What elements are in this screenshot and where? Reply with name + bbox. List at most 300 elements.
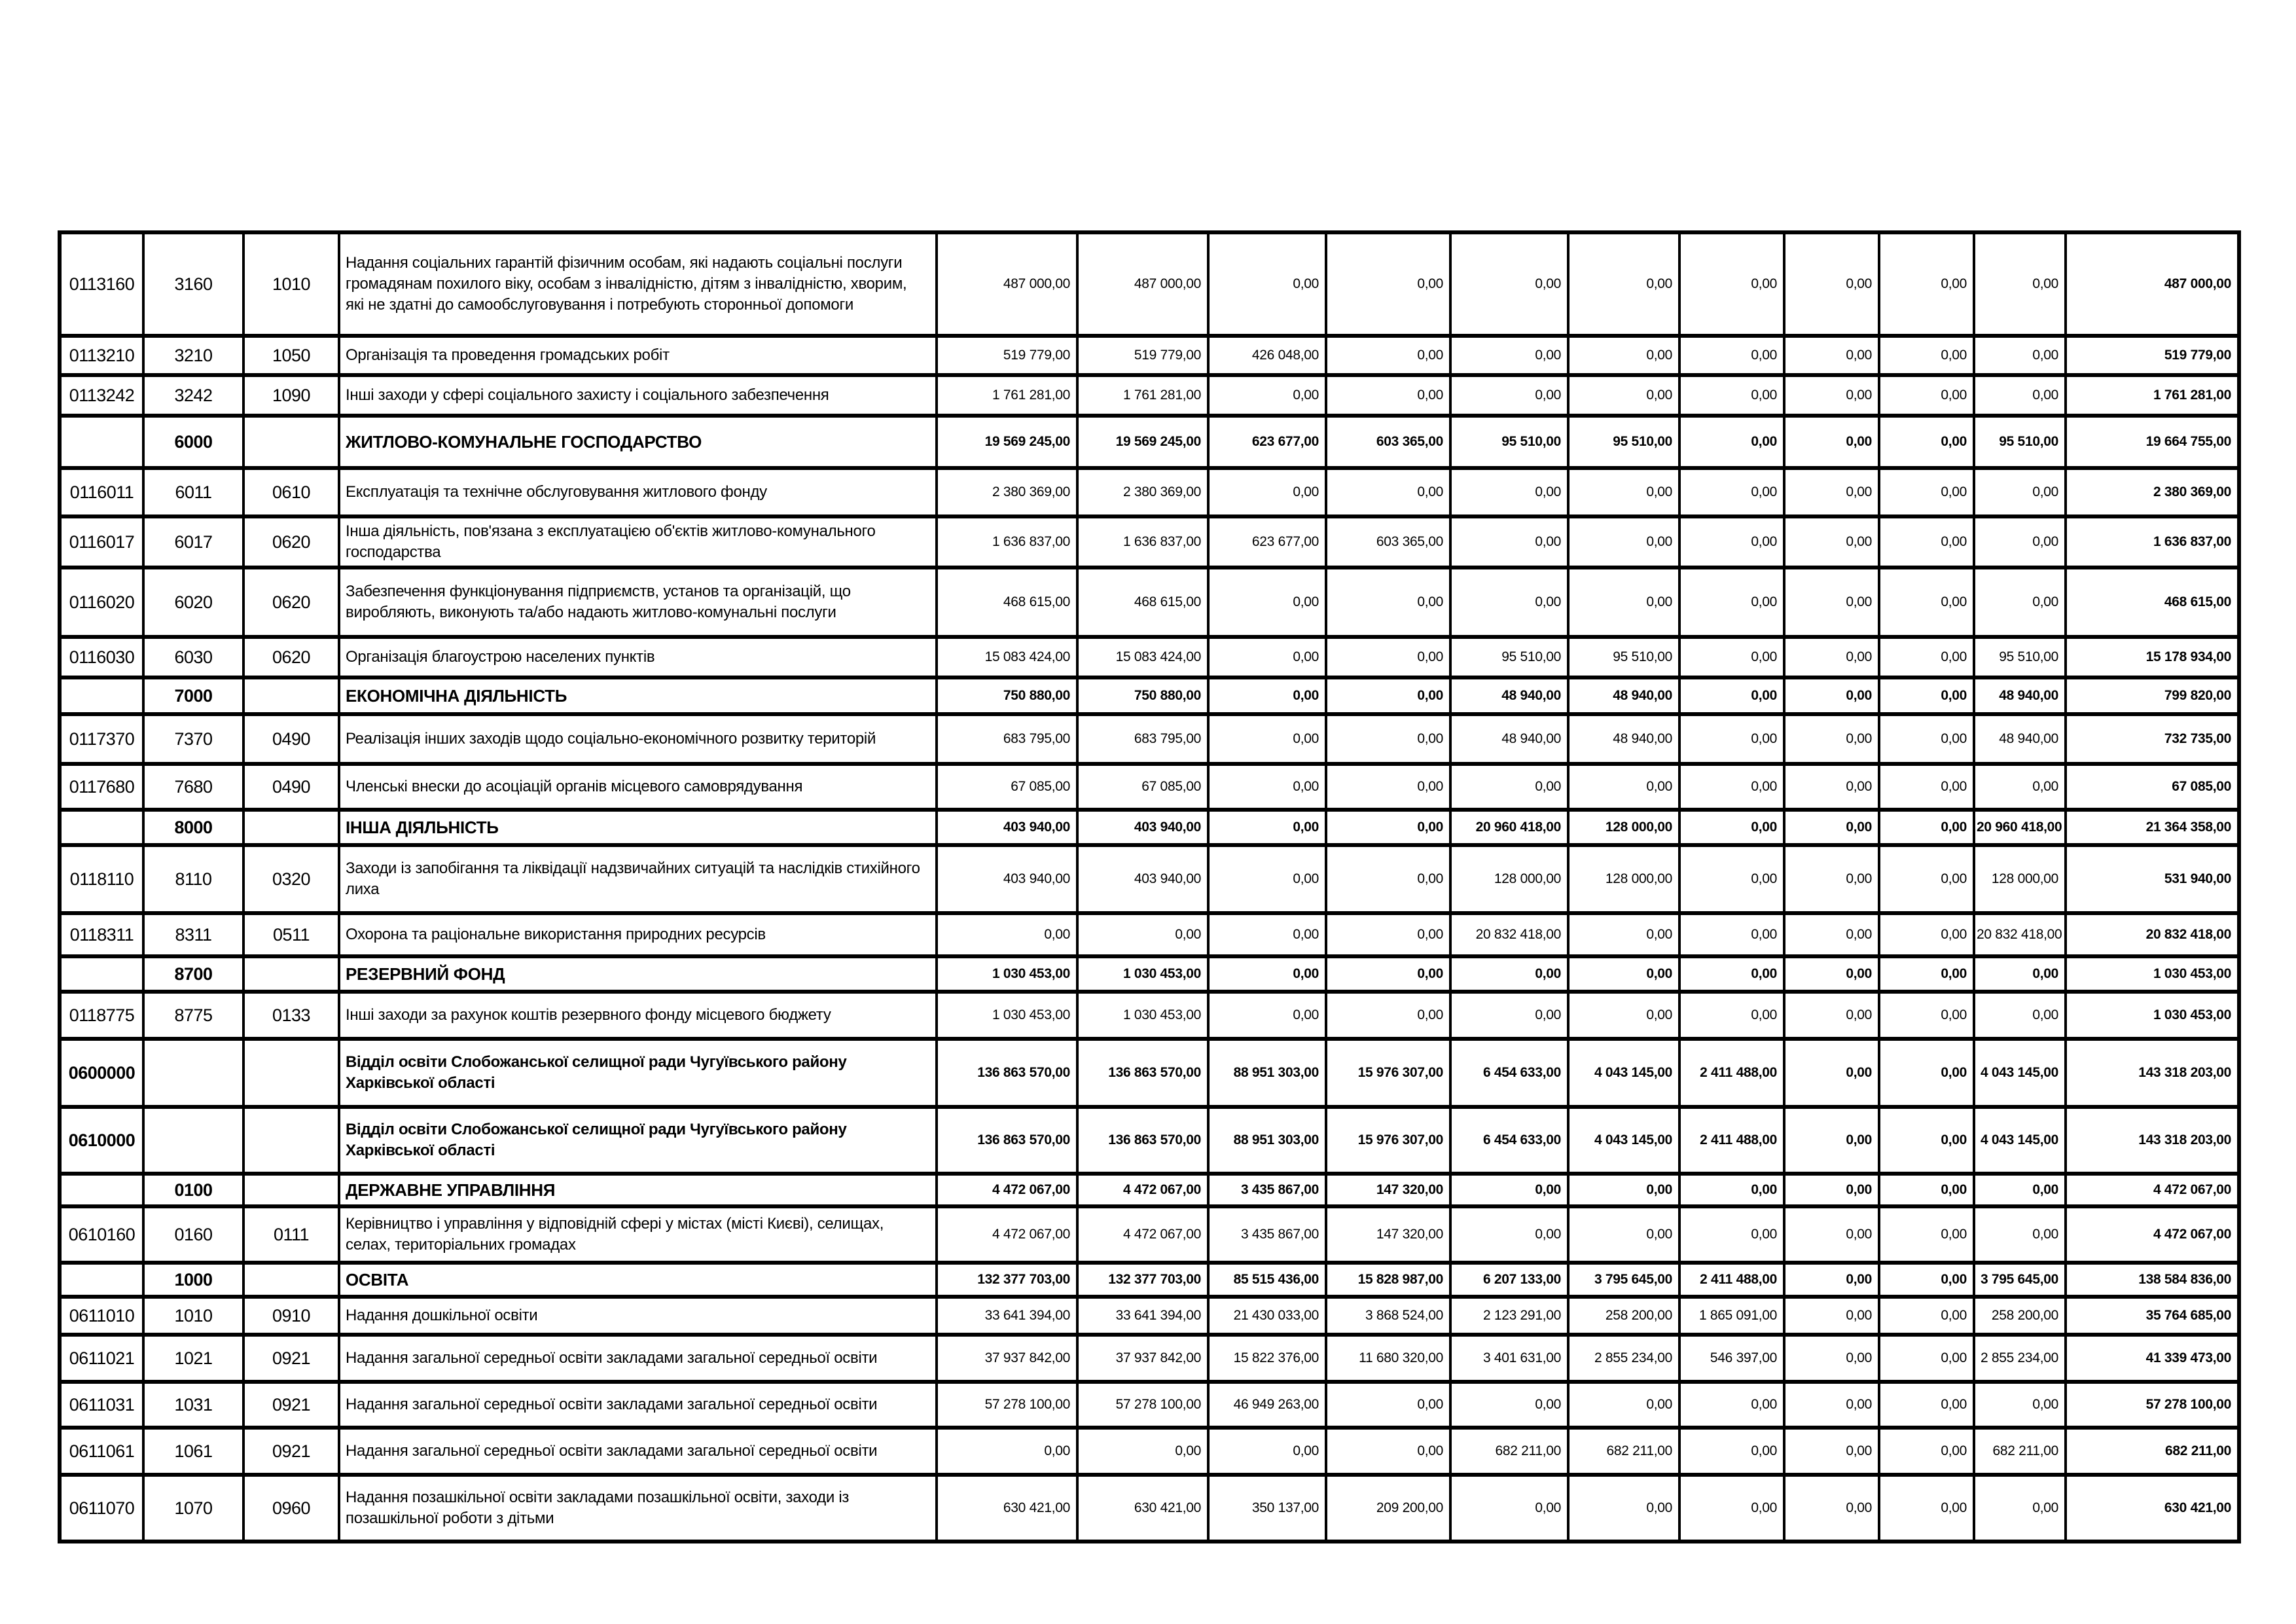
value-cell: 2 855 234,00 <box>1974 1335 2066 1382</box>
table-row <box>60 764 2239 810</box>
value-cell: 0,00 <box>1879 1382 1974 1428</box>
program-code-cell: 0113160 <box>60 232 143 336</box>
value-cell: 0,00 <box>1784 1174 1879 1206</box>
type-code-cell: 6030 <box>143 637 243 677</box>
value-cell: 2 411 488,00 <box>1679 1263 1784 1297</box>
value-cell: 2 380 369,00 <box>937 468 1077 516</box>
function-code-cell: 0921 <box>243 1335 339 1382</box>
value-cell: 136 863 570,00 <box>1077 1107 1208 1174</box>
value-cell: 0,00 <box>1450 468 1568 516</box>
value-cell: 0,00 <box>1450 1475 1568 1542</box>
total-value-cell: 1 030 453,00 <box>2066 956 2239 992</box>
table-row <box>60 1206 2239 1263</box>
value-cell: 95 510,00 <box>1450 637 1568 677</box>
value-cell: 0,00 <box>1974 992 2066 1039</box>
value-cell: 0,00 <box>1784 232 1879 336</box>
function-code-cell: 0320 <box>243 845 339 913</box>
value-cell: 0,00 <box>1784 416 1879 468</box>
type-code-cell: 0100 <box>143 1174 243 1206</box>
value-cell: 0,00 <box>1326 845 1450 913</box>
value-cell: 0,00 <box>1974 764 2066 810</box>
value-cell: 0,00 <box>1077 913 1208 956</box>
table-row <box>60 1382 2239 1428</box>
value-cell: 1 030 453,00 <box>937 956 1077 992</box>
value-cell: 136 863 570,00 <box>937 1107 1077 1174</box>
type-code-cell: 1010 <box>143 1297 243 1335</box>
value-cell: 0,00 <box>1784 1428 1879 1475</box>
total-value-cell: 1 030 453,00 <box>2066 992 2239 1039</box>
value-cell: 403 940,00 <box>1077 845 1208 913</box>
value-cell: 0,00 <box>1679 810 1784 845</box>
program-code-cell <box>60 677 143 714</box>
total-value-cell: 67 085,00 <box>2066 764 2239 810</box>
program-code-cell <box>60 1174 143 1206</box>
program-code-cell: 0610160 <box>60 1206 143 1263</box>
value-cell: 0,00 <box>1568 232 1679 336</box>
function-code-cell <box>243 810 339 845</box>
table-row <box>60 568 2239 637</box>
value-cell: 0,00 <box>1879 956 1974 992</box>
value-cell: 0,00 <box>1784 810 1879 845</box>
value-cell: 0,00 <box>1879 468 1974 516</box>
type-code-cell: 8775 <box>143 992 243 1039</box>
value-cell: 48 940,00 <box>1974 677 2066 714</box>
program-code-cell <box>60 416 143 468</box>
description-cell: Заходи із запобігання та ліквідації надзвичайних ситуацій та наслідків стихійного лиха <box>339 845 937 913</box>
value-cell: 0,00 <box>1450 568 1568 637</box>
value-cell: 0,00 <box>1784 992 1879 1039</box>
program-code-cell <box>60 1263 143 1297</box>
value-cell: 0,00 <box>1879 714 1974 764</box>
value-cell: 603 365,00 <box>1326 516 1450 568</box>
total-value-cell: 143 318 203,00 <box>2066 1039 2239 1107</box>
value-cell: 0,00 <box>1326 637 1450 677</box>
value-cell: 0,00 <box>1326 232 1450 336</box>
description-cell: Відділ освіти Слобожанської селищної ради Чугуївського району Харківської області <box>339 1107 937 1174</box>
value-cell: 468 615,00 <box>937 568 1077 637</box>
value-cell: 0,00 <box>1679 845 1784 913</box>
value-cell: 0,00 <box>1450 375 1568 416</box>
value-cell: 6 207 133,00 <box>1450 1263 1568 1297</box>
value-cell: 0,00 <box>1879 1428 1974 1475</box>
table-row <box>60 637 2239 677</box>
description-cell: Керівництво і управління у відповідній сфері у містах (місті Києві), селищах, селах, територіальних громадах <box>339 1206 937 1263</box>
value-cell: 0,00 <box>1450 232 1568 336</box>
total-value-cell: 57 278 100,00 <box>2066 1382 2239 1428</box>
value-cell: 0,00 <box>1879 1107 1974 1174</box>
function-code-cell <box>243 416 339 468</box>
type-code-cell: 8700 <box>143 956 243 992</box>
value-cell: 0,00 <box>1208 637 1326 677</box>
total-value-cell: 487 000,00 <box>2066 232 2239 336</box>
value-cell: 0,00 <box>1879 810 1974 845</box>
value-cell: 0,00 <box>1879 637 1974 677</box>
value-cell: 4 043 145,00 <box>1974 1039 2066 1107</box>
program-code-cell: 0611061 <box>60 1428 143 1475</box>
function-code-cell: 1050 <box>243 336 339 375</box>
value-cell: 0,00 <box>1974 1206 2066 1263</box>
value-cell: 0,00 <box>1208 992 1326 1039</box>
type-code-cell: 1031 <box>143 1382 243 1428</box>
value-cell: 426 048,00 <box>1208 336 1326 375</box>
value-cell: 0,00 <box>1208 232 1326 336</box>
value-cell: 0,00 <box>1784 375 1879 416</box>
description-cell: Надання загальної середньої освіти закладами загальної середньої освіти <box>339 1428 937 1475</box>
value-cell: 350 137,00 <box>1208 1475 1326 1542</box>
type-code-cell: 1061 <box>143 1428 243 1475</box>
value-cell: 0,00 <box>1679 1206 1784 1263</box>
type-code-cell: 3210 <box>143 336 243 375</box>
table-row <box>60 1335 2239 1382</box>
value-cell: 0,00 <box>1784 913 1879 956</box>
total-value-cell: 630 421,00 <box>2066 1475 2239 1542</box>
table-row <box>60 375 2239 416</box>
description-cell: Організація та проведення громадських робіт <box>339 336 937 375</box>
value-cell: 0,00 <box>1679 1475 1784 1542</box>
value-cell: 0,00 <box>1784 1206 1879 1263</box>
total-value-cell: 143 318 203,00 <box>2066 1107 2239 1174</box>
value-cell: 95 510,00 <box>1450 416 1568 468</box>
type-code-cell: 8000 <box>143 810 243 845</box>
value-cell: 0,00 <box>1784 677 1879 714</box>
value-cell: 683 795,00 <box>937 714 1077 764</box>
program-code-cell: 0611021 <box>60 1335 143 1382</box>
type-code-cell: 7680 <box>143 764 243 810</box>
value-cell: 2 380 369,00 <box>1077 468 1208 516</box>
function-code-cell <box>243 677 339 714</box>
value-cell: 0,00 <box>1679 336 1784 375</box>
value-cell: 0,00 <box>1450 764 1568 810</box>
total-value-cell: 519 779,00 <box>2066 336 2239 375</box>
value-cell: 136 863 570,00 <box>937 1039 1077 1107</box>
value-cell: 0,00 <box>1679 1382 1784 1428</box>
value-cell: 0,00 <box>1679 232 1784 336</box>
value-cell: 147 320,00 <box>1326 1174 1450 1206</box>
value-cell: 0,00 <box>1568 468 1679 516</box>
value-cell: 0,00 <box>1784 568 1879 637</box>
value-cell: 0,00 <box>1450 516 1568 568</box>
value-cell: 0,00 <box>1568 1475 1679 1542</box>
function-code-cell <box>243 1107 339 1174</box>
value-cell: 0,00 <box>1974 516 2066 568</box>
value-cell: 0,00 <box>1784 1297 1879 1335</box>
value-cell: 15 976 307,00 <box>1326 1039 1450 1107</box>
value-cell: 258 200,00 <box>1974 1297 2066 1335</box>
value-cell: 0,00 <box>1879 677 1974 714</box>
value-cell: 0,00 <box>1784 1263 1879 1297</box>
value-cell: 0,00 <box>1326 764 1450 810</box>
value-cell: 128 000,00 <box>1450 845 1568 913</box>
value-cell: 0,00 <box>1879 1174 1974 1206</box>
value-cell: 48 940,00 <box>1450 677 1568 714</box>
description-cell: Реалізація інших заходів щодо соціально-економічного розвитку територій <box>339 714 937 764</box>
value-cell: 85 515 436,00 <box>1208 1263 1326 1297</box>
value-cell: 0,00 <box>1784 1335 1879 1382</box>
type-code-cell: 3160 <box>143 232 243 336</box>
type-code-cell: 6000 <box>143 416 243 468</box>
value-cell: 0,00 <box>1879 913 1974 956</box>
value-cell: 0,00 <box>1326 336 1450 375</box>
value-cell: 0,00 <box>1879 992 1974 1039</box>
value-cell: 209 200,00 <box>1326 1475 1450 1542</box>
value-cell: 0,00 <box>1568 956 1679 992</box>
value-cell: 3 435 867,00 <box>1208 1174 1326 1206</box>
value-cell: 48 940,00 <box>1568 677 1679 714</box>
value-cell: 6 454 633,00 <box>1450 1107 1568 1174</box>
value-cell: 0,00 <box>1326 375 1450 416</box>
value-cell: 21 430 033,00 <box>1208 1297 1326 1335</box>
type-code-cell: 1000 <box>143 1263 243 1297</box>
total-value-cell: 41 339 473,00 <box>2066 1335 2239 1382</box>
function-code-cell: 1010 <box>243 232 339 336</box>
value-cell: 15 083 424,00 <box>1077 637 1208 677</box>
description-cell: ОСВІТА <box>339 1263 937 1297</box>
value-cell: 4 472 067,00 <box>937 1206 1077 1263</box>
table-row <box>60 1174 2239 1206</box>
value-cell: 0,00 <box>1568 568 1679 637</box>
value-cell: 0,00 <box>1208 714 1326 764</box>
value-cell: 2 123 291,00 <box>1450 1297 1568 1335</box>
value-cell: 11 680 320,00 <box>1326 1335 1450 1382</box>
type-code-cell: 6017 <box>143 516 243 568</box>
value-cell: 0,00 <box>1326 913 1450 956</box>
value-cell: 3 868 524,00 <box>1326 1297 1450 1335</box>
type-code-cell: 0160 <box>143 1206 243 1263</box>
table-row <box>60 468 2239 516</box>
value-cell: 0,00 <box>1679 637 1784 677</box>
value-cell: 0,00 <box>1879 375 1974 416</box>
value-cell: 6 454 633,00 <box>1450 1039 1568 1107</box>
value-cell: 0,00 <box>1879 1206 1974 1263</box>
total-value-cell: 35 764 685,00 <box>2066 1297 2239 1335</box>
description-cell: ЕКОНОМІЧНА ДІЯЛЬНІСТЬ <box>339 677 937 714</box>
value-cell: 132 377 703,00 <box>1077 1263 1208 1297</box>
value-cell: 0,00 <box>1568 375 1679 416</box>
value-cell: 1 636 837,00 <box>937 516 1077 568</box>
total-value-cell: 1 636 837,00 <box>2066 516 2239 568</box>
value-cell: 0,00 <box>1208 568 1326 637</box>
table-row <box>60 1107 2239 1174</box>
total-value-cell: 799 820,00 <box>2066 677 2239 714</box>
value-cell: 603 365,00 <box>1326 416 1450 468</box>
value-cell: 0,00 <box>1568 1382 1679 1428</box>
value-cell: 630 421,00 <box>1077 1475 1208 1542</box>
value-cell: 0,00 <box>1450 1206 1568 1263</box>
table-row <box>60 810 2239 845</box>
value-cell: 0,00 <box>1879 1263 1974 1297</box>
total-value-cell: 531 940,00 <box>2066 845 2239 913</box>
value-cell: 0,00 <box>1974 375 2066 416</box>
total-value-cell: 19 664 755,00 <box>2066 416 2239 468</box>
value-cell: 0,00 <box>1208 1428 1326 1475</box>
type-code-cell: 6011 <box>143 468 243 516</box>
value-cell: 0,00 <box>1568 992 1679 1039</box>
function-code-cell <box>243 1263 339 1297</box>
description-cell: Надання дошкільної освіти <box>339 1297 937 1335</box>
description-cell: Надання загальної середньої освіти закладами загальної середньої освіти <box>339 1382 937 1428</box>
value-cell: 0,00 <box>1784 1475 1879 1542</box>
value-cell: 15 828 987,00 <box>1326 1263 1450 1297</box>
total-value-cell: 468 615,00 <box>2066 568 2239 637</box>
value-cell: 0,00 <box>1326 714 1450 764</box>
total-value-cell: 732 735,00 <box>2066 714 2239 764</box>
table-row <box>60 845 2239 913</box>
value-cell: 0,00 <box>1450 1382 1568 1428</box>
value-cell: 20 960 418,00 <box>1450 810 1568 845</box>
value-cell: 0,00 <box>1679 1174 1784 1206</box>
description-cell: Організація благоустрою населених пунктів <box>339 637 937 677</box>
value-cell: 0,00 <box>1208 956 1326 992</box>
total-value-cell: 2 380 369,00 <box>2066 468 2239 516</box>
value-cell: 0,00 <box>1326 810 1450 845</box>
total-value-cell: 4 472 067,00 <box>2066 1174 2239 1206</box>
value-cell: 0,00 <box>1679 714 1784 764</box>
value-cell: 46 949 263,00 <box>1208 1382 1326 1428</box>
value-cell: 0,00 <box>1679 764 1784 810</box>
value-cell: 0,00 <box>1879 1039 1974 1107</box>
value-cell: 136 863 570,00 <box>1077 1039 1208 1107</box>
value-cell: 0,00 <box>1326 1428 1450 1475</box>
program-code-cell <box>60 810 143 845</box>
program-code-cell: 0116017 <box>60 516 143 568</box>
value-cell: 19 569 245,00 <box>1077 416 1208 468</box>
value-cell: 95 510,00 <box>1974 416 2066 468</box>
program-code-cell <box>60 956 143 992</box>
value-cell: 0,00 <box>1208 845 1326 913</box>
value-cell: 403 940,00 <box>1077 810 1208 845</box>
value-cell: 0,00 <box>1679 375 1784 416</box>
table-row <box>60 956 2239 992</box>
program-code-cell: 0116030 <box>60 637 143 677</box>
value-cell: 0,00 <box>1679 416 1784 468</box>
table-row <box>60 232 2239 336</box>
value-cell: 15 083 424,00 <box>937 637 1077 677</box>
value-cell: 48 940,00 <box>1450 714 1568 764</box>
value-cell: 0,00 <box>1679 992 1784 1039</box>
function-code-cell: 0610 <box>243 468 339 516</box>
type-code-cell: 7000 <box>143 677 243 714</box>
total-value-cell: 138 584 836,00 <box>2066 1263 2239 1297</box>
value-cell: 88 951 303,00 <box>1208 1107 1326 1174</box>
description-cell: ЖИТЛОВО-КОМУНАЛЬНЕ ГОСПОДАРСТВО <box>339 416 937 468</box>
budget-table-body <box>60 232 2239 1542</box>
value-cell: 95 510,00 <box>1568 637 1679 677</box>
value-cell: 0,00 <box>1974 1475 2066 1542</box>
value-cell: 0,00 <box>1879 516 1974 568</box>
function-code-cell: 0921 <box>243 1382 339 1428</box>
value-cell: 1 636 837,00 <box>1077 516 1208 568</box>
description-cell: Надання соціальних гарантій фізичним особам, які надають соціальні послуги громадянам похилого віку, особам з інвалідністю, дітям з інвалідністю, хворим, які не здатні до самообслуговування і потребують сторонньої допомоги <box>339 232 937 336</box>
description-cell: ДЕРЖАВНЕ УПРАВЛІННЯ <box>339 1174 937 1206</box>
value-cell: 128 000,00 <box>1974 845 2066 913</box>
value-cell: 0,00 <box>1879 1335 1974 1382</box>
total-value-cell: 4 472 067,00 <box>2066 1206 2239 1263</box>
value-cell: 0,00 <box>1679 956 1784 992</box>
description-cell: Експлуатація та технічне обслуговування житлового фонду <box>339 468 937 516</box>
description-cell: Забезпечення функціонування підприємств, установ та організацій, що виробляють, виконують та/або надають житлово-комунальні послуги <box>339 568 937 637</box>
value-cell: 0,00 <box>1450 992 1568 1039</box>
value-cell: 0,00 <box>1077 1428 1208 1475</box>
table-row <box>60 1297 2239 1335</box>
value-cell: 1 761 281,00 <box>1077 375 1208 416</box>
budget-sheet <box>58 230 2240 1543</box>
program-code-cell: 0611031 <box>60 1382 143 1428</box>
value-cell: 258 200,00 <box>1568 1297 1679 1335</box>
table-row <box>60 1263 2239 1297</box>
value-cell: 0,00 <box>1974 468 2066 516</box>
value-cell: 2 411 488,00 <box>1679 1107 1784 1174</box>
function-code-cell: 0910 <box>243 1297 339 1335</box>
value-cell: 0,00 <box>1208 468 1326 516</box>
program-code-cell: 0116011 <box>60 468 143 516</box>
value-cell: 468 615,00 <box>1077 568 1208 637</box>
value-cell: 0,00 <box>1784 845 1879 913</box>
value-cell: 683 795,00 <box>1077 714 1208 764</box>
program-code-cell: 0118775 <box>60 992 143 1039</box>
value-cell: 0,00 <box>1879 1297 1974 1335</box>
value-cell: 2 411 488,00 <box>1679 1039 1784 1107</box>
value-cell: 519 779,00 <box>1077 336 1208 375</box>
function-code-cell: 0511 <box>243 913 339 956</box>
value-cell: 403 940,00 <box>937 810 1077 845</box>
value-cell: 0,00 <box>1208 810 1326 845</box>
value-cell: 128 000,00 <box>1568 845 1679 913</box>
type-code-cell: 6020 <box>143 568 243 637</box>
value-cell: 0,00 <box>1326 568 1450 637</box>
total-value-cell: 682 211,00 <box>2066 1428 2239 1475</box>
value-cell: 3 435 867,00 <box>1208 1206 1326 1263</box>
function-code-cell: 0490 <box>243 764 339 810</box>
value-cell: 88 951 303,00 <box>1208 1039 1326 1107</box>
value-cell: 1 030 453,00 <box>1077 956 1208 992</box>
value-cell: 0,00 <box>1784 1382 1879 1428</box>
value-cell: 3 795 645,00 <box>1568 1263 1679 1297</box>
value-cell: 20 832 418,00 <box>1450 913 1568 956</box>
value-cell: 750 880,00 <box>1077 677 1208 714</box>
value-cell: 0,00 <box>1784 336 1879 375</box>
description-cell: Охорона та раціональне використання природних ресурсів <box>339 913 937 956</box>
program-code-cell: 0611010 <box>60 1297 143 1335</box>
description-cell: Надання загальної середньої освіти закладами загальної середньої освіти <box>339 1335 937 1382</box>
value-cell: 132 377 703,00 <box>937 1263 1077 1297</box>
value-cell: 0,00 <box>1784 764 1879 810</box>
program-code-cell: 0113242 <box>60 375 143 416</box>
function-code-cell: 0490 <box>243 714 339 764</box>
table-row <box>60 1039 2239 1107</box>
value-cell: 0,00 <box>1784 714 1879 764</box>
budget-table <box>58 230 2241 1543</box>
value-cell: 0,00 <box>1974 232 2066 336</box>
value-cell: 0,00 <box>1879 845 1974 913</box>
value-cell: 487 000,00 <box>937 232 1077 336</box>
value-cell: 2 855 234,00 <box>1568 1335 1679 1382</box>
value-cell: 4 472 067,00 <box>937 1174 1077 1206</box>
program-code-cell: 0117370 <box>60 714 143 764</box>
description-cell: Інша діяльність, пов'язана з експлуатацією об'єктів житлово-комунального господарства <box>339 516 937 568</box>
value-cell: 682 211,00 <box>1450 1428 1568 1475</box>
program-code-cell: 0116020 <box>60 568 143 637</box>
function-code-cell <box>243 1174 339 1206</box>
value-cell: 0,00 <box>1568 913 1679 956</box>
function-code-cell: 0960 <box>243 1475 339 1542</box>
value-cell: 15 822 376,00 <box>1208 1335 1326 1382</box>
value-cell: 0,00 <box>937 1428 1077 1475</box>
value-cell: 0,00 <box>1326 1382 1450 1428</box>
value-cell: 0,00 <box>1326 992 1450 1039</box>
table-row <box>60 714 2239 764</box>
value-cell: 0,00 <box>1679 516 1784 568</box>
value-cell: 0,00 <box>1326 956 1450 992</box>
